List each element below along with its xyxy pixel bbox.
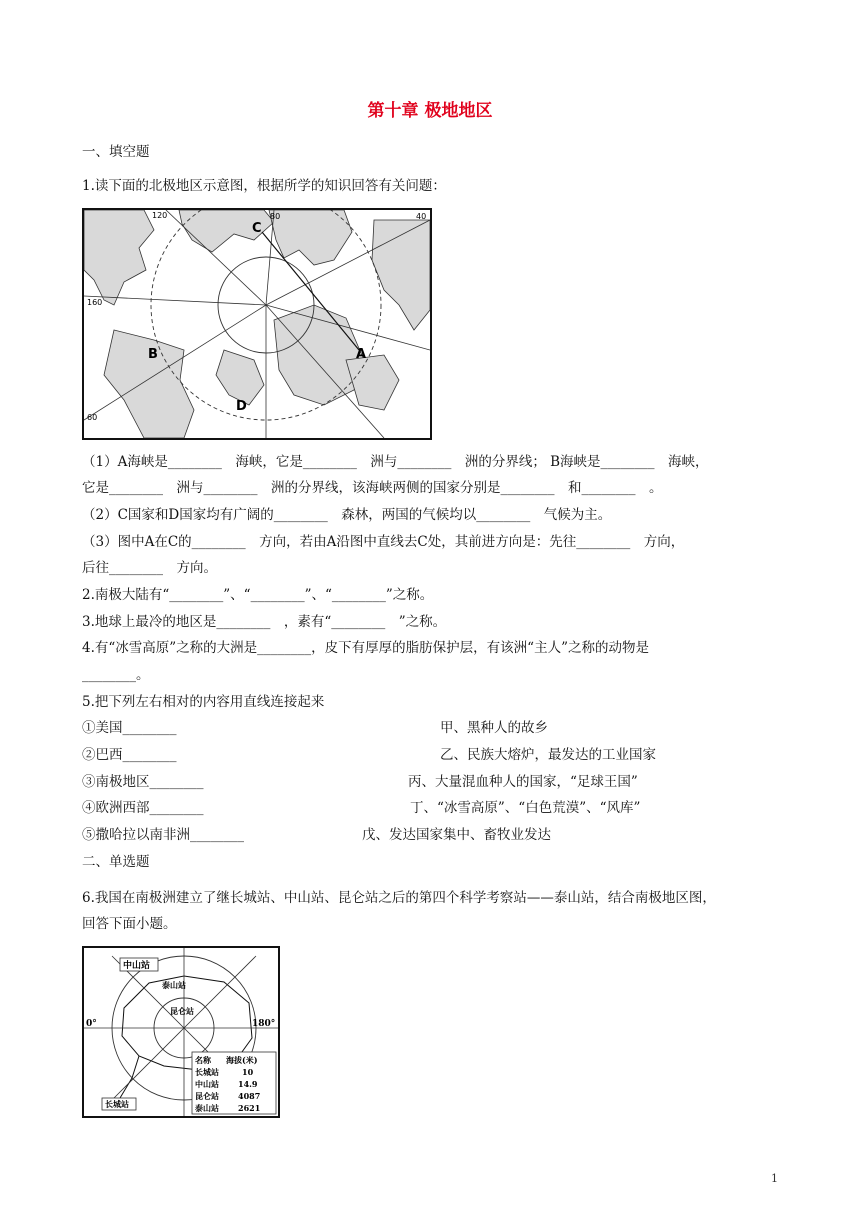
- question-2: 2.南极大陆有“________”、“________”、“________”之称。: [82, 587, 434, 603]
- match-right-5: 戊、发达国家集中、畜牧业发达: [362, 827, 551, 843]
- table-row-altitude: 4087: [238, 1091, 261, 1101]
- map-label-c: C: [252, 221, 262, 236]
- arctic-map: [82, 208, 432, 440]
- lon-label-160: 160: [87, 298, 103, 307]
- question-1-part-1-line-2: 它是________ 洲与________ 洲的分界线，该海峡两侧的国家分别是________ 和________ 。: [82, 480, 663, 496]
- arctic-map-graphic: [84, 210, 430, 438]
- question-1-part-3-line-2: 后往________ 方向。: [82, 560, 217, 576]
- match-right-2: 乙、民族大熔炉，最发达的工业国家: [440, 747, 656, 763]
- kunlun-station-label: 昆仑站: [170, 1006, 194, 1016]
- lon-label-180: 180°: [252, 1019, 276, 1029]
- table-row-altitude: 14.9: [238, 1079, 258, 1089]
- antarctic-map: [82, 946, 280, 1118]
- question-6-line-1: 6.我国在南极洲建立了继长城站、中山站、昆仑站之后的第四个科学考察站——泰山站，结合南极地区图，: [82, 890, 716, 906]
- match-left-4: ④欧洲西部________: [82, 800, 204, 816]
- question-5-stem: 5.把下列左右相对的内容用直线连接起来: [82, 694, 325, 710]
- match-right-1: 甲、黑种人的故乡: [440, 720, 548, 736]
- match-left-5: ⑤撒哈拉以南非洲________: [82, 827, 244, 843]
- table-row-altitude: 10: [242, 1067, 254, 1077]
- map-label-b: B: [148, 347, 158, 362]
- table-row-altitude: 2621: [238, 1103, 261, 1113]
- question-4-line-2: ________。: [82, 667, 150, 683]
- taishan-station-label: 泰山站: [162, 980, 186, 990]
- table-row-name: 中山站: [195, 1079, 219, 1089]
- question-6-line-2: 回答下面小题。: [82, 916, 177, 932]
- changcheng-station-label: 长城站: [105, 1099, 129, 1109]
- question-1-part-2: （2）C国家和D国家均有广阔的________ 森林，两国的气候均以________ 气候为主。: [82, 507, 612, 523]
- match-left-2: ②巴西________: [82, 747, 177, 763]
- lon-label-40: 40: [416, 212, 427, 221]
- table-row-name: 昆仑站: [195, 1091, 219, 1101]
- lon-label-120: 120: [152, 211, 168, 220]
- lon-label-60: 60: [87, 413, 98, 422]
- match-right-3: 丙、大量混血种人的国家，“足球王国”: [408, 774, 638, 790]
- question-1-stem: 1.读下面的北极地区示意图，根据所学的知识回答有关问题：: [82, 178, 446, 194]
- lon-label-80: 80: [270, 212, 281, 221]
- section-heading-fill-in: 一、填空题: [82, 144, 150, 160]
- question-1-part-3-line-1: （3）图中A在C的________ 方向，若由A沿图中直线去C处，其前进方向是：先往________ 方向，: [82, 534, 685, 550]
- page-title: 第十章 极地地区: [367, 101, 493, 121]
- question-3: 3.地球上最冷的地区是________ ，素有“________ ”之称。: [82, 614, 447, 630]
- map-label-d: D: [236, 399, 247, 414]
- zhongshan-station-label: 中山站: [123, 961, 151, 971]
- table-row-name: 泰山站: [195, 1103, 219, 1113]
- table-row-name: 长城站: [195, 1067, 219, 1077]
- section-heading-single-choice: 二、单选题: [82, 854, 150, 870]
- lon-label-0: 0°: [86, 1019, 97, 1029]
- match-left-1: ①美国________: [82, 720, 177, 736]
- table-header-altitude: 海拔(米): [226, 1055, 258, 1065]
- table-header-name: 名称: [195, 1055, 211, 1065]
- map-label-a: A: [356, 347, 367, 362]
- match-right-4: 丁、“冰雪高原”、“白色荒漠”、“风库”: [410, 800, 641, 816]
- question-1-part-1-line-1: （1）A海峡是________ 海峡，它是________ 洲与________ 洲的分界线； B海峡是________ 海峡，: [82, 454, 709, 470]
- page-number: 1: [771, 1172, 778, 1185]
- antarctic-map-graphic: [84, 948, 278, 1116]
- question-4-line-1: 4.有“冰雪高原”之称的大洲是________，皮下有厚厚的脂肪保护层，有该洲“主人”之称的动物是: [82, 640, 649, 656]
- match-left-3: ③南极地区________: [82, 774, 204, 790]
